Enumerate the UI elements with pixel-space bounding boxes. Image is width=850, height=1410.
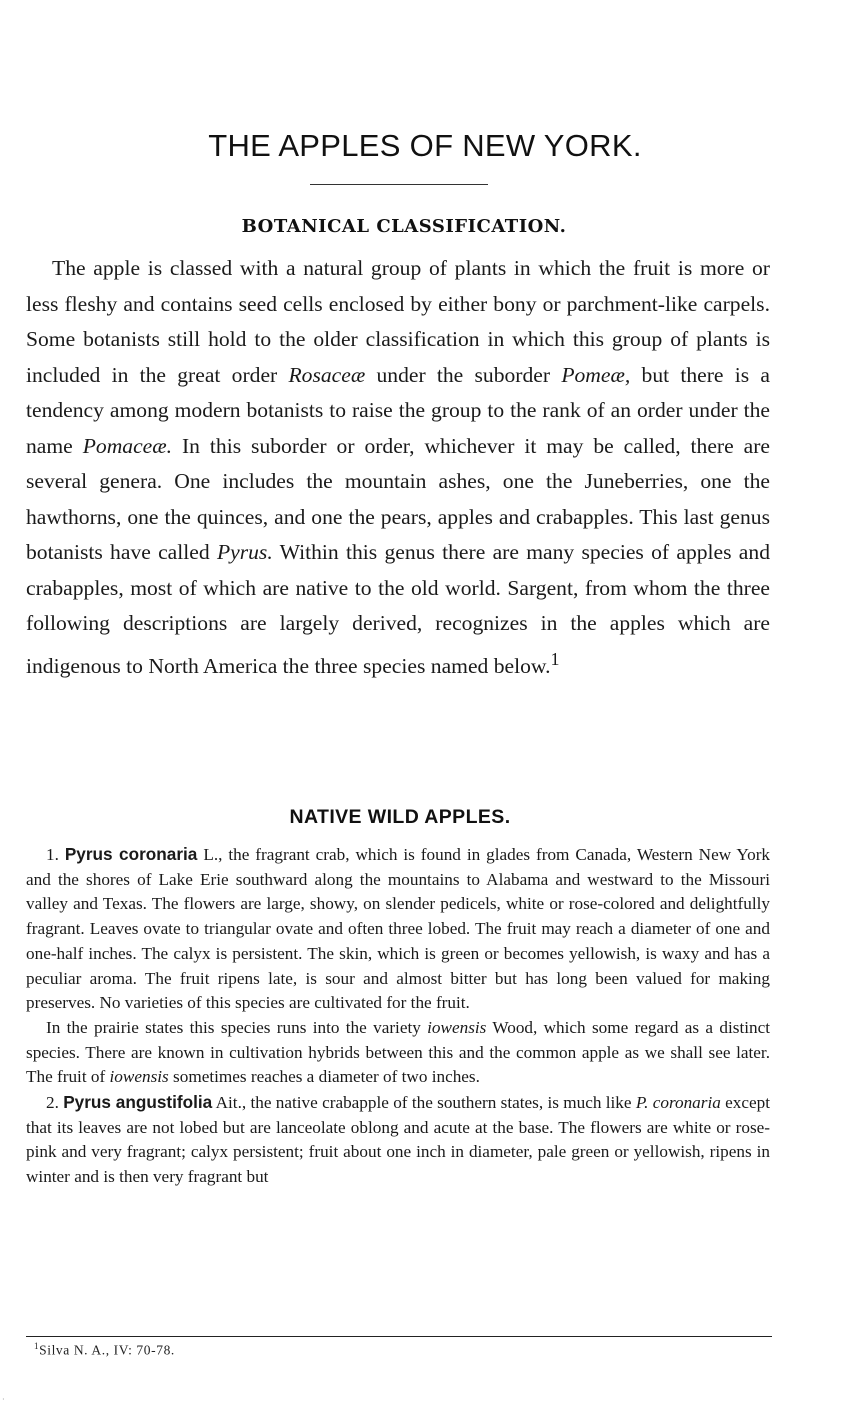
entry-text: Ait., the native crabapple of the southern states, is much like (212, 1093, 636, 1113)
species-reference: P. coronaria (635, 1093, 721, 1113)
scan-artifact: · (2, 1395, 5, 1404)
taxon-pyrus: Pyrus. (216, 540, 273, 564)
title-divider (310, 184, 488, 185)
entry-number: 2. (46, 1093, 59, 1113)
variety-iowensis-paragraph (26, 1016, 770, 1090)
species-entry-coronaria (26, 842, 770, 1016)
entry-text: sometimes reaches a diameter of two inches. (168, 1067, 480, 1087)
para-text: In this suborder or order, whichever it may be called, there are several genera. One includes the mountain ashes, one the Juneberries, one the hawthorns, one the quinces, and one the pears, apples and crabapples. This last genus botanists have called (26, 433, 770, 564)
native-apples-text (26, 842, 770, 1190)
section-heading-native: NATIVE WILD APPLES. (289, 806, 511, 828)
taxon-rosaceae: Rosaceæ (288, 362, 366, 387)
entry-text: except that its leaves are not lobed but are lanceolate oblong and acute at the base. The flowers are white or rose-pink and very fragrant; calyx persistent; fruit about one inch in diameter, pale green or yellowish, ripens in winter and is then very fragrant but (26, 1093, 771, 1187)
book-page (26, 0, 772, 1410)
botanical-paragraph (26, 251, 770, 684)
footnote-text: Silva N. A., IV: 70-78. (39, 1342, 175, 1358)
footnote-marker: 1 (34, 1341, 40, 1351)
entry-text: Wood, which some regard as a distinct species. There are known in cultivation hybrids between this and the common apple as we shall see later. The fruit of (26, 1017, 770, 1087)
para-text: The apple is classed with a natural group of plants in which the fruit is more or less fleshy and contains seed cells enclosed by either bony or parchment-like carpels. Some botanists still hold to the older classification in which this group of plants is included in the great order (26, 256, 770, 387)
taxon-pomaceae: Pomaceæ. (82, 433, 173, 458)
entry-number: 1. (46, 845, 59, 864)
para-text: Within this genus there are many species of apples and crabapples, most of which are native to the old world. Sargent, from whom the three following descriptions are largely derived, recognizes in the apples which are indigenous to North America the three species named below. (26, 540, 770, 678)
page-title: THE APPLES OF NEW YORK. (208, 128, 642, 163)
species-entry-angustifolia (26, 1090, 770, 1190)
footnote (34, 1341, 175, 1359)
section-heading-botanical: BOTANICAL CLASSIFICATION. (241, 216, 567, 237)
variety-name: iowensis (109, 1067, 169, 1087)
variety-name: iowensis (427, 1017, 487, 1037)
species-name: Pyrus angustifolia (63, 1092, 213, 1113)
para-text: under the suborder (365, 362, 562, 387)
entry-text: L., the fragrant crab, which is found in glades from Canada, Western New York and the shores of Lake Erie southward along the mountains to Alabama and westward to the Missouri valley and Texas. The flowers are large, showy, on slender pedicels, white or rose-colored and delightfully fragrant. Leaves ovate to triangular ovate and often three lobed. The fruit may reach a diameter of one and one-half inches. The calyx is persistent. The skin, which is green or becomes yellowish, is waxy and has a peculiar aroma. The fruit ripens late, is sour and almost bitter but has long been valued for making preserves. No varieties of this species are cultivated for the fruit. (26, 845, 771, 1013)
entry-text: In the prairie states this species runs into the variety (46, 1017, 428, 1037)
footnote-divider (26, 1336, 772, 1337)
footnote-reference: 1 (550, 648, 560, 669)
species-name: Pyrus coronaria (64, 844, 198, 864)
taxon-pomeae: Pomeæ, (561, 362, 631, 387)
para-text: but there is a tendency among modern botanists to raise the group to the rank of an order under the name (26, 362, 770, 458)
